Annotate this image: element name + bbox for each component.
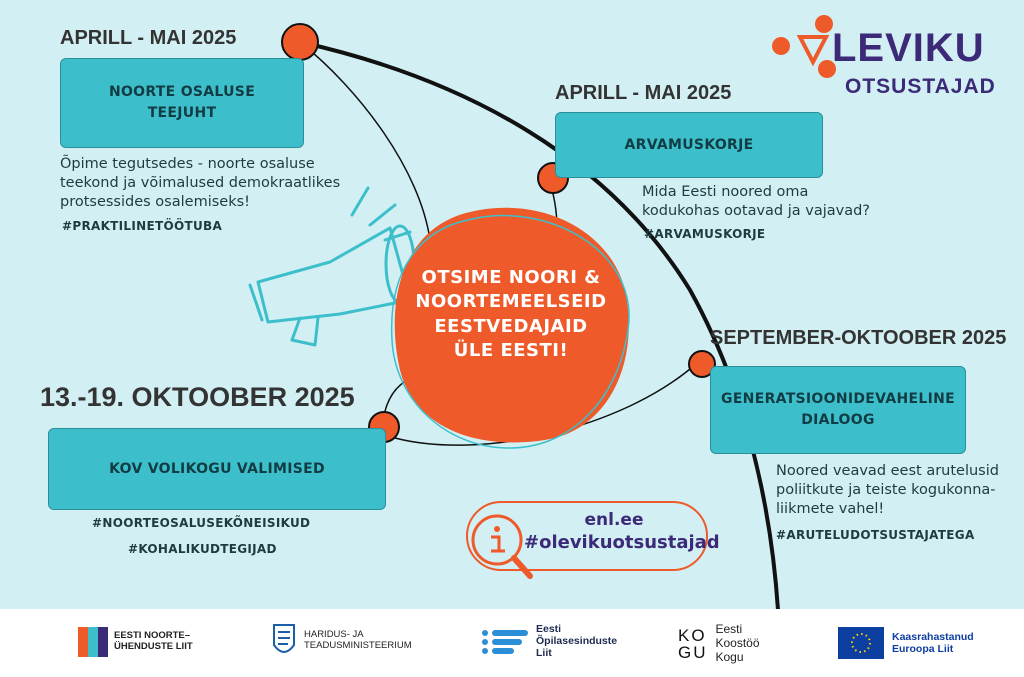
event-hashtag: #NOORTEOSALUSEKÕNEISIKUD (92, 516, 311, 530)
kogu-mark-line: KO (678, 625, 707, 645)
kogu-mark-line: GU (678, 642, 708, 662)
center-callout-line: EESTVEDAJAID (434, 315, 588, 337)
footer-text: TEADUSMINISTEERIUM (304, 640, 412, 651)
event-description-line: Mida Eesti noored oma (642, 184, 809, 200)
footer-logo-htm (272, 623, 412, 659)
footer-text: Eesti (715, 622, 743, 636)
event-title-line: TEEJUHT (147, 105, 217, 121)
footer-logo-eu (838, 627, 974, 659)
footer-text: EESTI NOORTE– (114, 630, 191, 642)
footer-text: Euroopa Liit (892, 643, 954, 655)
footer-text: Eesti (536, 623, 562, 635)
event-title-box (48, 428, 386, 510)
event-title-line: ARVAMUSKORJE (624, 136, 754, 153)
leviku-logo-icon (772, 15, 836, 78)
event-date: 13.-19. OKTOOBER 2025 (40, 382, 355, 412)
info-hashtag[interactable]: #olevikuotsustajad (524, 532, 720, 553)
event-description (642, 183, 870, 221)
event-hashtag: #KOHALIKUDTEGIJAD (128, 542, 277, 556)
event-title-line: GENERATSIOONIDEVAHELINE (721, 391, 955, 407)
event-description-line: kodukohas ootavad ja vajavad? (642, 202, 870, 219)
event-title-line: KOV VOLIKOGU VALIMISED (109, 460, 325, 477)
event-hashtag: #ARUTELUDOTSUSTAJATEGA (776, 528, 975, 542)
event-date: APRILL - MAI 2025 (555, 82, 732, 104)
event-description-line: protsessides osalemiseks! (60, 193, 250, 210)
footer-text: Kaasrahastanud (892, 630, 974, 643)
brand-subtitle: OTSUSTAJAD (845, 75, 996, 98)
event-title-box (60, 58, 304, 148)
info-magnifier-icon (473, 516, 530, 576)
eopl-logo-icon (482, 626, 530, 656)
kogu-mark (678, 627, 708, 661)
event-description-line: Õpime tegutsedes - noorte osaluse (60, 156, 315, 172)
center-callout-line: OTSIME NOORI & (421, 267, 601, 288)
info-links (524, 510, 720, 553)
event-hashtag: #PRAKTILINETÖÖTUBA (62, 219, 223, 233)
coat-of-arms-icon (272, 623, 296, 659)
info-url[interactable]: enl.ee (584, 510, 644, 530)
footer-text: Kogu (715, 649, 744, 664)
center-callout-line: NOORTEMEELSEID (415, 291, 607, 313)
event-description-line: Noored veavad eest arutelusid (776, 463, 999, 479)
brand-title: LEVIKU (832, 26, 985, 70)
event-title-line: DIALOOG (801, 412, 875, 428)
event-description (60, 155, 340, 212)
center-callout-line: ÜLE EESTI! (453, 339, 569, 361)
event-date: SEPTEMBER-OKTOOBER 2025 (710, 327, 1007, 349)
footer-logo-kogu (678, 623, 760, 664)
event-hashtag: #ARVAMUSKORJE (644, 227, 766, 241)
eu-flag-icon (838, 627, 884, 659)
center-callout (398, 266, 624, 363)
event-description (776, 462, 999, 519)
event-date: APRILL - MAI 2025 (60, 27, 237, 49)
footer-text: Koostöö (715, 635, 760, 650)
event-description-line: poliitkute ja teiste kogukonna- (776, 481, 996, 498)
event-title-line: NOORTE OSALUSE (108, 84, 256, 100)
timeline-node (282, 24, 318, 60)
footer-text: Liit (536, 647, 552, 660)
footer-text: ÜHENDUSTE LIIT (114, 641, 193, 652)
enl-logo-icon (78, 627, 108, 657)
event-description-line: teekond ja võimalused demokraatlikes (60, 174, 341, 191)
event-title-box (710, 366, 966, 454)
footer-text: HARIDUS- JA (304, 629, 364, 641)
footer-logos (0, 609, 1024, 677)
footer-logo-enl (78, 627, 193, 657)
megaphone-icon (250, 188, 414, 345)
footer-logo-eopl (482, 623, 617, 659)
event-title-box (555, 112, 823, 178)
footer-text: Õpilasesinduste (536, 635, 618, 648)
event-description-line: liikmete vahel! (776, 500, 885, 517)
